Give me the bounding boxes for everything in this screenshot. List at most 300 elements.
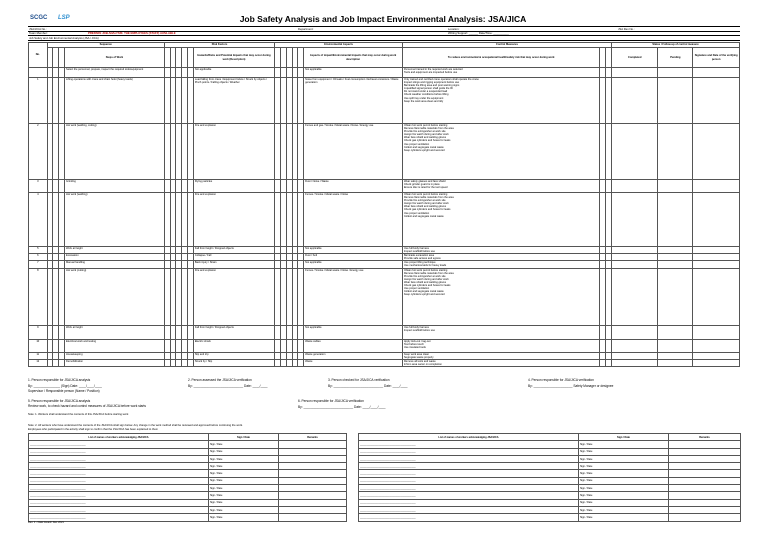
sign-name-field[interactable]: ________________________________________ [29, 485, 209, 492]
row-hazard: Fire and explosion [193, 193, 274, 247]
sign-row [359, 455, 741, 462]
row-controls [402, 325, 599, 339]
table-row [29, 352, 740, 359]
row-no: 2 [29, 124, 48, 180]
jsa-no-label: JSA/JICA No.: [29, 26, 47, 31]
control-item: Obtain hot work permit before starting [403, 124, 448, 127]
sign-name-field[interactable]: ________________________________________ [29, 455, 209, 462]
sign-name-field[interactable]: ________________________________________ [359, 499, 579, 506]
control-item: Tools and equipment are inspected before use [403, 71, 458, 75]
section-6: 6. Person responsible for JSA/JICA verification [298, 399, 364, 403]
row-hazard: Not applicable [193, 68, 274, 78]
note-2: Note: 2. All workers who have understood the contents of the JSA/JICA shall sign below. Any change in the work method shall be reviewed and approved before continuing the work. [28, 424, 243, 427]
control-item: Only trained and certified crane operators shall operate the crane [403, 78, 479, 81]
row-pending [658, 325, 693, 339]
sign-table-right [358, 433, 741, 522]
sign-remark-field[interactable] [279, 477, 347, 484]
control-item: Check gas cylinders and hoses for leaks [403, 139, 451, 143]
sign-remark-field[interactable] [279, 455, 347, 462]
sign-name-field[interactable]: ________________________________________ [29, 477, 209, 484]
sign-remark-field[interactable] [669, 506, 741, 513]
sign-date-field[interactable]: Sign / Date [579, 463, 669, 470]
control-item: Check weather conditions before lifting [403, 93, 449, 97]
control-item: Check gas cylinders and hoses for leaks [403, 284, 451, 288]
row-step: Hot work (cutting) [64, 268, 164, 325]
row-pending [658, 68, 693, 78]
sign-date-field[interactable]: Sign / Date [209, 470, 279, 477]
row-step: Hot work (welding, cutting) [64, 124, 164, 180]
sign-name-field[interactable]: ________________________________________ [359, 441, 579, 448]
row-controls [402, 68, 599, 78]
control-item: Obtain hot work permit before starting [403, 193, 448, 196]
row-hazard: Fire and explosion [193, 124, 274, 180]
meta-row-3 [28, 35, 740, 41]
table-row [29, 78, 740, 124]
col-sequence: Sequence [47, 43, 164, 48]
row-signature [693, 247, 740, 254]
team-member-label: Team Member: [29, 31, 48, 35]
row-pending [658, 268, 693, 325]
sign-header-name: List of names of workers acknowledging JSA/JICA [359, 434, 579, 441]
table-row [29, 339, 740, 352]
review-text: Job Safety and Job Environmental Analysis (JSA / JICA) [29, 35, 99, 40]
control-item: Use proper ventilation [403, 142, 430, 146]
sign-date-field[interactable]: Sign / Date [579, 448, 669, 455]
row-signature [693, 68, 740, 78]
control-item: Use proper lifting technique [403, 261, 436, 265]
row-pending [658, 180, 693, 193]
sign-remark-field[interactable] [279, 485, 347, 492]
sign-name-field[interactable]: ________________________________________ [359, 514, 579, 521]
jsa-form [28, 14, 740, 528]
analysis-table [28, 42, 740, 367]
control-item: Apply lock-out / tag-out [403, 339, 431, 343]
row-step: Manual handling [64, 261, 164, 268]
sign-name-field[interactable]: ________________________________________ [359, 470, 579, 477]
control-item: Barricade the lifting area and post warning signs [403, 84, 460, 88]
sign-header-date: Sign / Date [579, 434, 669, 441]
sign-remark-field[interactable] [669, 441, 741, 448]
control-item: Use full body harness [403, 325, 429, 329]
row-signature [693, 261, 740, 268]
row-signature [693, 339, 740, 352]
row-step: Select the personnel, prepare, inspect the required tools/equipment [64, 68, 164, 78]
sign-date-field[interactable]: Sign / Date [579, 485, 669, 492]
row-env-impact: Waste cables [304, 339, 403, 352]
sign-remark-field[interactable] [669, 470, 741, 477]
section-2: 2. Person assessed the JSA/JICA verification [188, 378, 252, 382]
row-completed [612, 180, 658, 193]
control-item: Provide fire extinguisher at work site [403, 199, 446, 203]
row-controls [402, 124, 599, 180]
row-step: Housekeeping [64, 352, 164, 359]
control-item: Provide fire extinguisher at work site [403, 130, 446, 134]
control-item: Assign fire watch during and after work [403, 277, 449, 281]
control-item: Do not stand under a suspended load [403, 90, 448, 94]
sign-row [359, 499, 741, 506]
sign-row [359, 448, 741, 455]
sign-date-field[interactable]: Sign / Date [579, 470, 669, 477]
control-item: Inspect scaffold before use [403, 328, 435, 332]
control-item: Segregate waste properly [403, 355, 434, 359]
row-pending [658, 247, 693, 254]
sign-date-field[interactable]: Sign / Date [209, 477, 279, 484]
row-completed [612, 78, 658, 124]
control-item: Use proper ventilation [403, 211, 430, 215]
sign-date-field[interactable]: Sign / Date [209, 441, 279, 448]
control-item: Provide fire extinguisher at work site [403, 274, 446, 278]
row-hazard: Electric shock [193, 339, 274, 352]
sign-date-field[interactable]: Sign / Date [209, 514, 279, 521]
table-row [29, 254, 740, 261]
sign-name-field[interactable]: ________________________________________ [29, 514, 209, 521]
row-no: 10 [29, 339, 48, 352]
sign-row [29, 499, 347, 506]
control-item: Use spill tray under the equipment [403, 96, 444, 100]
department-label: Department: [298, 26, 314, 31]
section-3: 3. Person checked for JSA/JICA verification [328, 378, 390, 382]
sign-row [29, 463, 347, 470]
row-completed [612, 359, 658, 366]
row-signature [693, 359, 740, 366]
sign-name-field[interactable]: ________________________________________ [359, 477, 579, 484]
col-sign: Signature and Date of the verifying person [693, 48, 740, 68]
sign-date-field[interactable]: Sign / Date [579, 506, 669, 513]
row-env-impact: Dust / Soil [304, 254, 403, 261]
col-steps: Steps of Work [64, 48, 164, 68]
table-row [29, 124, 740, 180]
row-completed [612, 268, 658, 325]
control-item: Remove flammable materials from the area [403, 127, 454, 131]
row-step: Lifting operations with crane and chain hoist (heavy loads) [64, 78, 164, 124]
row-pending [658, 339, 693, 352]
sign-header-remark: Remarks [279, 434, 347, 441]
row-hazard: Fire and explosion [193, 268, 274, 325]
row-signature [693, 268, 740, 325]
control-item: Inspect slings and rigging equipment before use [403, 81, 460, 85]
row-completed [612, 325, 658, 339]
col-no: No. [29, 43, 48, 68]
control-item: Collect and segregate metal waste [403, 214, 444, 218]
control-item: Use full body harness [403, 247, 429, 250]
sign-row [359, 470, 741, 477]
row-hazard: Collapse / Fall [193, 254, 274, 261]
row-env-impact: Not applicable [304, 261, 403, 268]
section-5: 5. Person responsible for JSA/JICA analysis [28, 399, 91, 403]
section-6-line: By: ____________________________ Date: ____/____/____ [298, 405, 386, 409]
section-4: 4. Person responsible for JSA/JICA verification [528, 378, 594, 382]
sign-date-field[interactable]: Sign / Date [579, 441, 669, 448]
sign-row [359, 441, 741, 448]
row-no: 8 [29, 268, 48, 325]
section-1-note: Supervisor / Responsible person (Name / Position) [28, 389, 100, 393]
row-step: Excavation [64, 254, 164, 261]
warning-text: PREPARE JOB ANALYSIS: THE EMPLOYEES (STAFF) AVAILABLE [88, 31, 176, 35]
sign-row [359, 514, 741, 521]
control-item: Use mechanical aids for heavy loads [403, 264, 447, 268]
control-item: Collect and segregate metal waste [403, 290, 444, 294]
row-env-impact: Waste [304, 359, 403, 366]
sign-date-field[interactable]: Sign / Date [209, 448, 279, 455]
section-3-line: By: ____________________________ Date: ____/____ [328, 384, 408, 388]
control-item: Wear face shield and welding gloves [403, 205, 446, 209]
row-pending [658, 352, 693, 359]
sign-remark-field[interactable] [669, 492, 741, 499]
control-item: Wear safety glasses and face shield [403, 180, 446, 183]
row-pending [658, 254, 693, 261]
control-item: Assign fire watch during and after work [403, 202, 449, 206]
row-env-impact: Fumes / Smoke / Metal waste / Noise [304, 193, 403, 247]
sign-header-date: Sign / Date [209, 434, 279, 441]
sign-date-field[interactable]: Sign / Date [209, 455, 279, 462]
row-env-impact: Not applicable [304, 247, 403, 254]
row-controls [402, 254, 599, 261]
row-completed [612, 247, 658, 254]
control-item: Remove flammable materials from the area [403, 196, 454, 200]
row-hazard: Slip and trip [193, 352, 274, 359]
sign-name-field[interactable]: ________________________________________ [359, 506, 579, 513]
sign-remark-field[interactable] [279, 463, 347, 470]
row-signature [693, 325, 740, 339]
sign-date-field[interactable]: Sign / Date [579, 492, 669, 499]
sign-name-field[interactable]: ________________________________________ [359, 492, 579, 499]
sign-date-field[interactable]: Sign / Date [209, 485, 279, 492]
table-row [29, 247, 740, 254]
row-controls [402, 261, 599, 268]
row-signature [693, 193, 740, 247]
row-completed [612, 352, 658, 359]
control-item: Remove flammable materials from the area [403, 271, 454, 275]
row-controls [402, 268, 599, 325]
control-item: Provide safe access and egress [403, 257, 441, 261]
sign-row [359, 463, 741, 470]
company-logo: SCGC [30, 15, 48, 21]
section-2-line: By: ____________________________ Date: ____/____ [188, 384, 268, 388]
row-no: 5 [29, 247, 48, 254]
sign-name-field[interactable]: ________________________________________ [29, 448, 209, 455]
row-env-impact: Fumes / Smoke / Metal waste / Noise / Energy use [304, 268, 403, 325]
row-env-impact: Not applicable [304, 68, 403, 78]
sign-name-field[interactable]: ________________________________________ [359, 463, 579, 470]
sign-row [29, 470, 347, 477]
section-4-line: By: ______________________ Safety Manager or designee [528, 384, 614, 388]
control-item: Check grinder guard is in place [403, 183, 440, 187]
location-label: Location: [448, 26, 460, 31]
row-env-impact: Noise from equipment / Oil leaks / Fuel consumption / Exhaust emissions / Waste generation [304, 78, 403, 124]
control-item: Obtain hot work permit before starting [403, 268, 448, 272]
sign-name-field[interactable]: ________________________________________ [29, 463, 209, 470]
row-step: Work at height [64, 247, 164, 254]
control-item: Assign fire watch during and after work [403, 133, 449, 137]
table-row [29, 268, 740, 325]
row-env-impact: Dust / Noise / Waste [304, 180, 403, 193]
note-3: Employees who participated in the activity shall sign to confirm that the JSA/JICA has been explained to them [28, 428, 158, 431]
sign-remark-field[interactable] [279, 492, 347, 499]
row-pending [658, 261, 693, 268]
row-pending [658, 193, 693, 247]
sign-remark-field[interactable] [669, 514, 741, 521]
row-hazard: Fall from height / Dropped objects [193, 325, 274, 339]
writing-support: Writing Support: ______ Date/Time: __________ [448, 31, 509, 35]
sign-row [359, 477, 741, 484]
sign-remark-field[interactable] [669, 477, 741, 484]
col-follow-group: Status / Follow-up of control measure [612, 43, 740, 48]
sign-name-field[interactable]: ________________________________________ [29, 492, 209, 499]
sign-remark-field[interactable] [279, 514, 347, 521]
sign-date-field[interactable]: Sign / Date [209, 499, 279, 506]
sign-name-field[interactable]: ________________________________________ [359, 485, 579, 492]
col-hazards-group: Risk Factors [164, 43, 274, 48]
row-no: 7 [29, 261, 48, 268]
row-signature [693, 124, 740, 180]
sign-row [29, 492, 347, 499]
row-pending [658, 78, 693, 124]
row-completed [612, 254, 658, 261]
control-item: Keep cylinders upright and secured [403, 293, 445, 297]
control-item: Inspect scaffold before use [403, 250, 435, 254]
row-completed [612, 261, 658, 268]
row-step: Work at height [64, 325, 164, 339]
control-item: Use proper ventilation [403, 287, 430, 291]
table-row [29, 180, 740, 193]
sign-row [29, 477, 347, 484]
row-no: 9 [29, 325, 48, 339]
sign-remark-field[interactable] [279, 470, 347, 477]
row-completed [612, 193, 658, 247]
row-pending [658, 124, 693, 180]
sign-date-field[interactable]: Sign / Date [579, 514, 669, 521]
sign-header-row [359, 434, 741, 441]
control-item: Collect and segregate metal waste [403, 145, 444, 149]
table-row [29, 359, 740, 366]
row-controls [402, 339, 599, 352]
row-no: 12 [29, 359, 48, 366]
sign-remark-field[interactable] [669, 463, 741, 470]
footer-rev: Rev. 1 - Date issued: Dec 2021 [28, 521, 64, 524]
row-env-impact: Not applicable [304, 325, 403, 339]
row-env-impact: Fumes and gas / Smoke / Metal waste / Noise / Energy use [304, 124, 403, 180]
sign-date-field[interactable]: Sign / Date [209, 492, 279, 499]
sign-row [29, 485, 347, 492]
partner-logo: LSP [58, 15, 70, 21]
sign-name-field[interactable]: ________________________________________ [29, 499, 209, 506]
sign-name-field[interactable]: ________________________________________ [29, 506, 209, 513]
col-pending: Pending [658, 48, 693, 68]
jsa-level-label: JSA Rev No.: [618, 26, 635, 31]
row-controls [402, 359, 599, 366]
col-controls-group: Control Measures [402, 43, 611, 48]
col-env-group: Environmental Aspects [275, 43, 403, 48]
sign-remark-field[interactable] [669, 448, 741, 455]
col-completed: Completed [612, 48, 658, 68]
row-signature [693, 180, 740, 193]
sign-remark-field[interactable] [669, 455, 741, 462]
sign-row [359, 506, 741, 513]
control-item: A qualified signal person shall guide the lift [403, 87, 453, 91]
row-completed [612, 339, 658, 352]
control-item: Keep work area clean [403, 352, 430, 356]
control-item: Personnel trained in the required work are selected [403, 68, 463, 71]
sign-remark-field[interactable] [669, 499, 741, 506]
sign-row [29, 506, 347, 513]
sign-row [359, 492, 741, 499]
row-hazard: Load falling from crane / Equipment failure / Struck by objects / Pinch points / Falling objects / Weather [193, 78, 274, 124]
section-1-line: By: _______________ (Sign) Date: ____/____/____ [28, 384, 102, 388]
control-item: Test before touch [403, 342, 424, 346]
sign-date-field[interactable]: Sign / Date [579, 477, 669, 484]
control-item: Wear face shield and welding gloves [403, 136, 446, 140]
control-item: Remove all tools and waste [403, 359, 436, 363]
control-item: Barricade excavation area [403, 254, 435, 258]
table-row [29, 193, 740, 247]
sign-header-row [29, 434, 347, 441]
col-env-impacts: Aspects of impact/Environmental Impacts that may occur during work description [304, 48, 403, 68]
row-no: 1 [29, 78, 48, 124]
sign-header-remark: Remarks [669, 434, 741, 441]
row-controls [402, 180, 599, 193]
row-controls [402, 193, 599, 247]
row-step: Demobilization [64, 359, 164, 366]
row-hazard: Back injury / Strain [193, 261, 274, 268]
sign-row [29, 441, 347, 448]
row-hazard: Flying particles [193, 180, 274, 193]
row-no: 4 [29, 193, 48, 247]
sign-row [29, 455, 347, 462]
section-1: 1. Person responsible for JSA/JICA analysis [28, 378, 91, 382]
row-signature [693, 352, 740, 359]
row-pending [658, 359, 693, 366]
sign-date-field[interactable]: Sign / Date [209, 506, 279, 513]
sign-remark-field[interactable] [279, 506, 347, 513]
row-completed [612, 124, 658, 180]
sign-remark-field[interactable] [669, 485, 741, 492]
sign-row [29, 448, 347, 455]
sign-name-field[interactable]: ________________________________________ [359, 448, 579, 455]
sign-remark-field[interactable] [279, 499, 347, 506]
row-signature [693, 78, 740, 124]
sign-date-field[interactable]: Sign / Date [579, 499, 669, 506]
control-item: Keep the work area clean and tidy [403, 99, 444, 103]
control-item: Use insulated tools [403, 345, 426, 349]
row-hazard: Fall from height / Dropped objects [193, 247, 274, 254]
control-item: Inform area owner on completion [403, 362, 442, 366]
row-signature [693, 254, 740, 261]
sign-remark-field[interactable] [279, 441, 347, 448]
form-title: Job Safety Analysis and Job Impact Environmental Analysis: JSA/JICA [239, 14, 527, 24]
control-item: Wear face shield and welding gloves [403, 280, 446, 284]
control-item: Keep cylinders upright and secured [403, 148, 445, 152]
row-no: 3 [29, 180, 48, 193]
table-row [29, 261, 740, 268]
row-step: Electrical work and testing [64, 339, 164, 352]
row-step: Hot work (welding) [64, 193, 164, 247]
row-no: 11 [29, 352, 48, 359]
sign-date-field[interactable]: Sign / Date [579, 455, 669, 462]
sign-name-field[interactable]: ________________________________________ [359, 455, 579, 462]
sign-remark-field[interactable] [279, 448, 347, 455]
row-env-impact: Waste generation [304, 352, 403, 359]
sign-name-field[interactable]: ________________________________________ [29, 470, 209, 477]
control-item: Check gas cylinders and hoses for leaks [403, 208, 451, 212]
sign-row [29, 514, 347, 521]
sign-date-field[interactable]: Sign / Date [209, 463, 279, 470]
section-5-note: Review work, to check hazard and control measures of JSA/JICA before work starts [28, 404, 146, 408]
col-hazards: Hazards/Risks and Potential Impacts that may occur during work (Description) [193, 48, 274, 68]
sign-row [359, 485, 741, 492]
sign-name-field[interactable]: ________________________________________ [29, 441, 209, 448]
note-1: Note: 1. Workers shall understand the contents of this JSA/JICA before starting work [28, 413, 129, 416]
row-step: Grinding [64, 180, 164, 193]
